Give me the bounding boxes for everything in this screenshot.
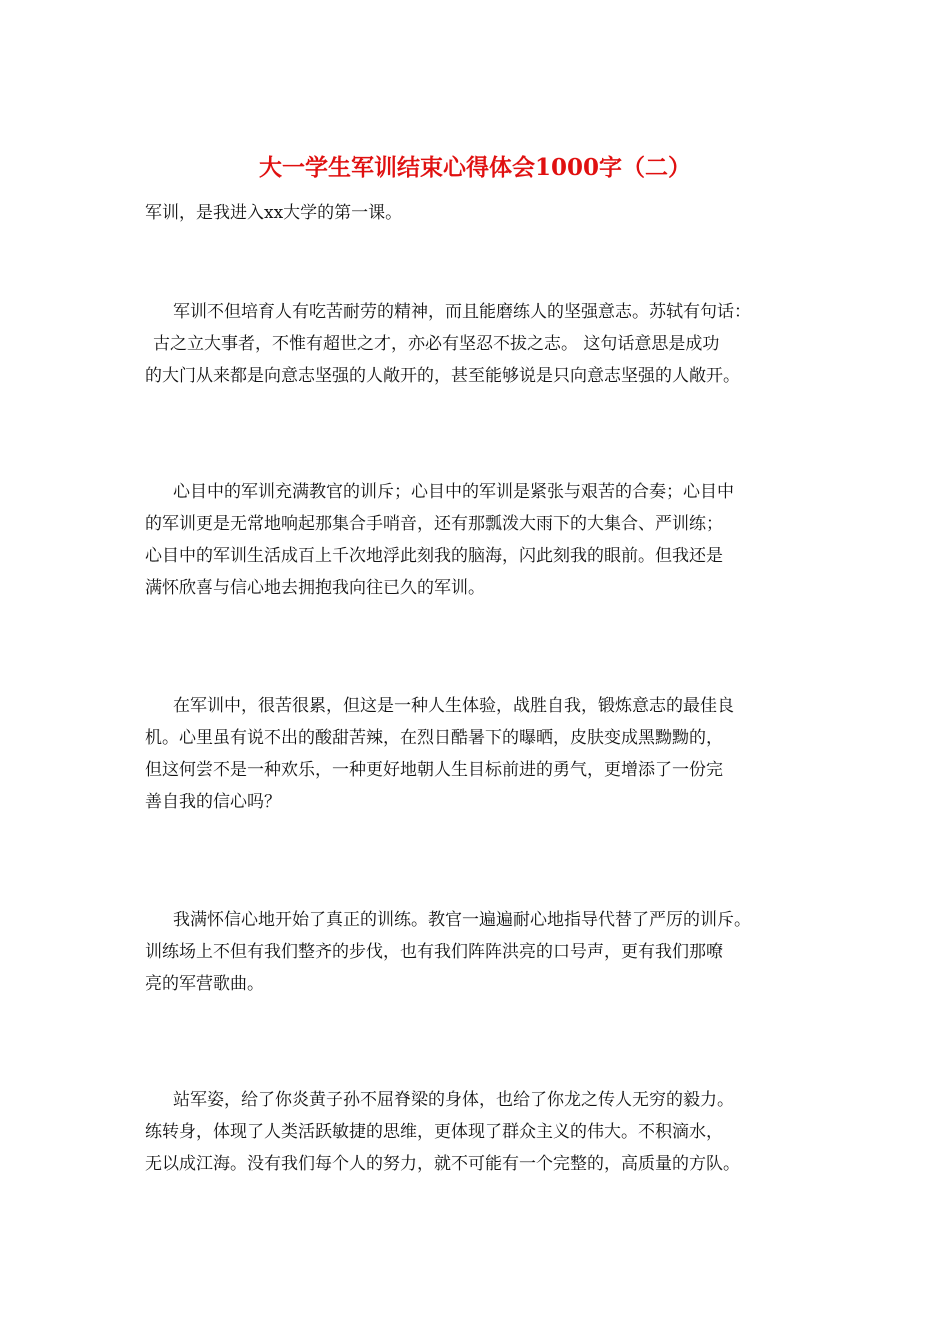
paragraph-3 bbox=[145, 690, 825, 818]
paragraph-line: 心目中的军训生活成百上千次地浮此刻我的脑海，闪此刻我的眼前。但我还是 bbox=[145, 546, 723, 566]
paragraph-line: 机。心里虽有说不出的酸甜苦辣，在烈日酷暑下的曝晒，皮肤变成黑黝黝的， bbox=[145, 728, 723, 748]
paragraph-line: 满怀欣喜与信心地去拥抱我向往已久的军训。 bbox=[145, 578, 485, 598]
paragraph-line: 无以成江海。没有我们每个人的努力，就不可能有一个完整的，高质量的方队。 bbox=[145, 1154, 740, 1174]
paragraph-line: 我满怀信心地开始了真正的训练。教官一遍遍耐心地指导代替了严厉的训斥。 bbox=[173, 910, 751, 930]
paragraph-line: 站军姿，给了你炎黄子孙不屈脊梁的身体，也给了你龙之传人无穷的毅力。 bbox=[173, 1090, 734, 1110]
paragraph-line: 的军训更是无常地响起那集合手哨音，还有那瓢泼大雨下的大集合、严训练； bbox=[145, 514, 723, 534]
paragraph-line: 但这何尝不是一种欢乐，一种更好地朝人生目标前进的勇气，更增添了一份完 bbox=[145, 760, 723, 780]
paragraph-line: 训练场上不但有我们整齐的步伐，也有我们阵阵洪亮的口号声，更有我们那嘹 bbox=[145, 942, 723, 962]
intro-line: 军训，是我进入xx大学的第一课。 bbox=[145, 203, 403, 223]
paragraph-5 bbox=[145, 1084, 825, 1180]
paragraph-line: 的大门从来都是向意志坚强的人敞开的，甚至能够说是只向意志坚强的人敞开。 bbox=[145, 366, 740, 386]
paragraph-line: 心目中的军训充满教官的训斥；心目中的军训是紧张与艰苦的合奏；心目中 bbox=[173, 482, 734, 502]
paragraph-line: 军训不但培育人有吃苦耐劳的精神，而且能磨练人的坚强意志。苏轼有句话： bbox=[173, 302, 751, 322]
paragraph-line: 古之立大事者，不惟有超世之才，亦必有坚忍不拔之志。 这句话意思是成功 bbox=[153, 334, 720, 354]
paragraph-line: 善自我的信心吗？ bbox=[145, 792, 281, 812]
paragraph-line: 在军训中，很苦很累，但这是一种人生体验，战胜自我，锻炼意志的最佳良 bbox=[173, 696, 734, 716]
paragraph-1 bbox=[145, 296, 825, 392]
document-title: 大一学生军训结束心得体会1000字（二） bbox=[258, 154, 691, 181]
paragraph-4 bbox=[145, 904, 825, 1000]
paragraph-2 bbox=[145, 476, 825, 604]
paragraph-line: 亮的军营歌曲。 bbox=[145, 974, 264, 994]
paragraph-line: 练转身，体现了人类活跃敏捷的思维，更体现了群众主义的伟大。不积滴水， bbox=[145, 1122, 723, 1142]
